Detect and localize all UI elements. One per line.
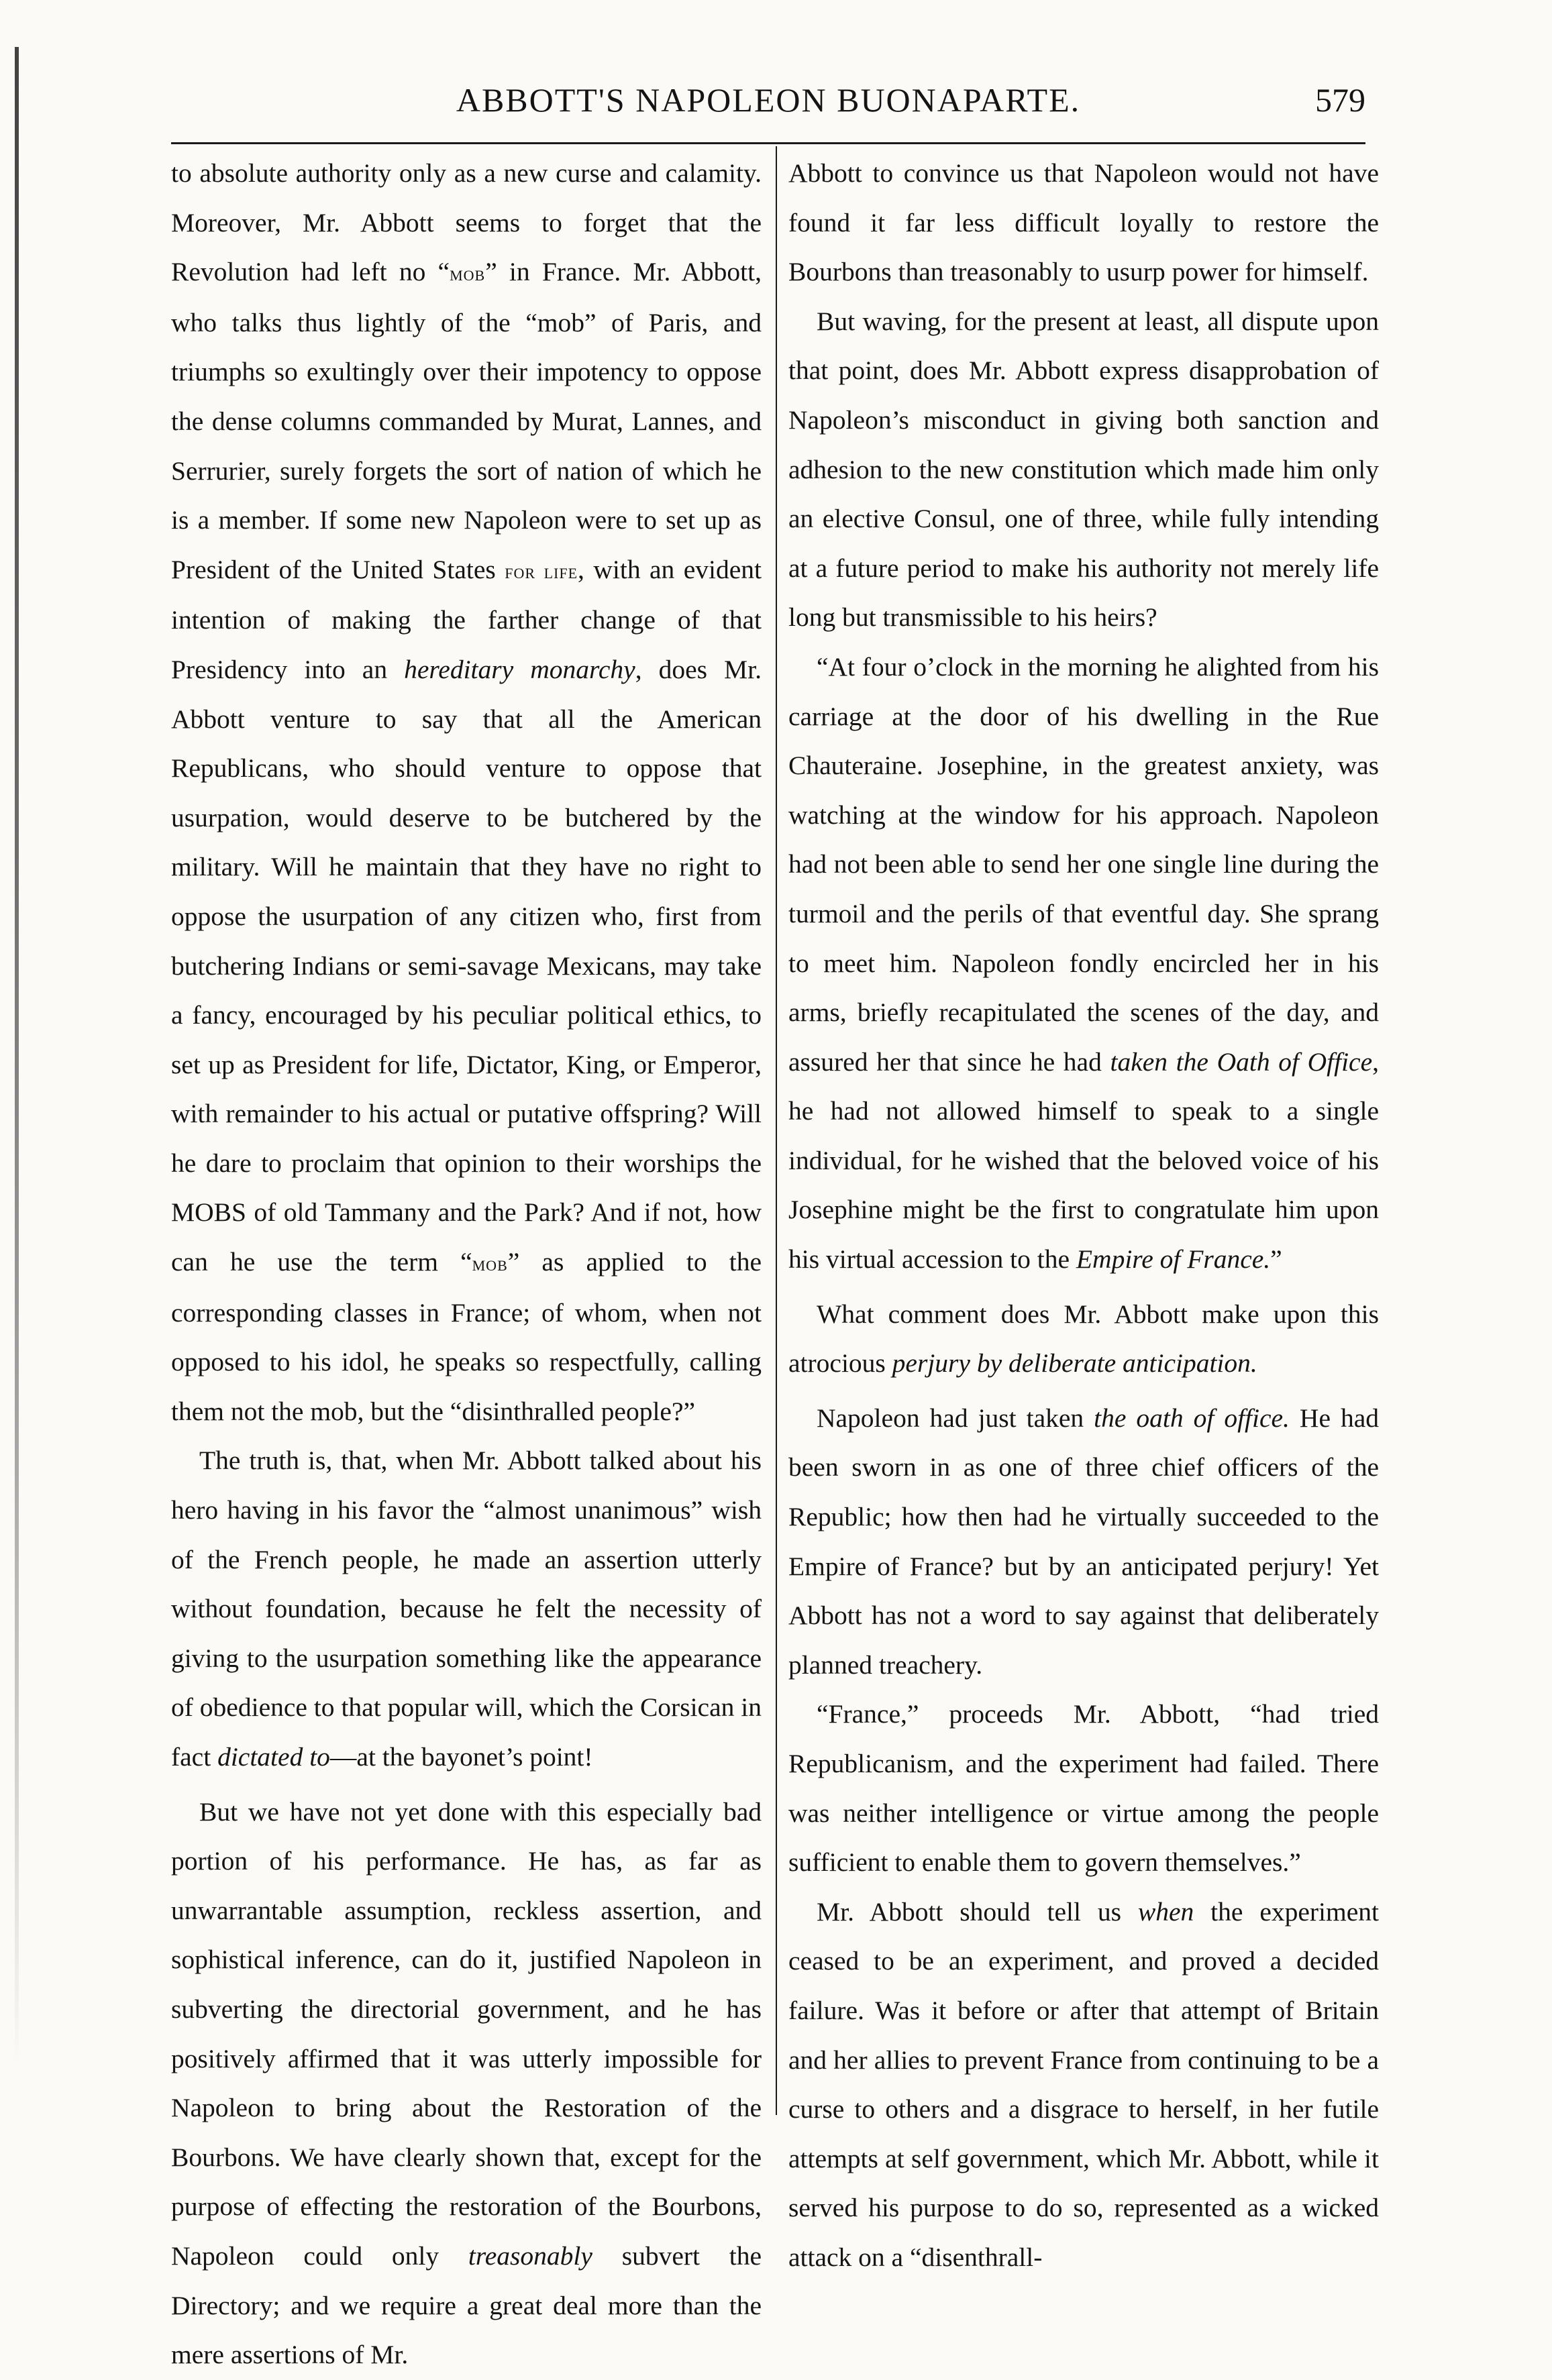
- right-paragraph-7: Mr. Abbott should tell us when the experiment ceased to be an experiment, and proved a decided failure. Was it before or after that attempt of Britain and her allies to prevent France from continuing to be a curse to others and a disgrace to herself, in her futile attempts at self government, which Mr. Abbott, while it served his purpose to do so, represented as a wicked attack on a “disenthrall-: [788, 1896, 1379, 2272]
- left-paragraph-1: to absolute authority only as a new curse and calamity. Moreover, Mr. Abbott seems to forget that the Revolution had left no “mob” in France. Mr. Abbott, who talks thus lightly of the “mob” of Paris, and triumphs so exultingly over their impotency to oppose the dense columns commanded by Murat, Lannes, and Serrurier, surely forgets the sort of nation of which he is a member. If some new Napoleon were to set up as President of the United States for life, with an evident intention of making the farther change of that Presidency into an hereditary monarchy, does Mr. Abbott venture to say that all the American Republicans, who should venture to oppose that usurpation, would deserve to be butchered by the military. Will he maintain that they have no right to oppose the usurpation of any citizen who, first from butchering Indians or semi-savage Mexicans, may take a fancy, encouraged by his peculiar political ethics, to set up as President for life, Dictator, King, or Emperor, with remainder to his actual or putative offspring? Will he dare to proclaim that opinion to their worships the MOBS of old Tammany and the Park? And if not, how can he use the term “mob” as applied to the corresponding classes in France; of whom, when not opposed to his idol, he speaks so respectfully, calling them not the mob, but the “disinthralled people?”: [171, 158, 762, 1426]
- right-column: [788, 149, 1379, 2272]
- header-rule: [171, 142, 1365, 144]
- running-head: [171, 75, 1365, 136]
- right-paragraph-2: But waving, for the present at least, all dispute upon that point, does Mr. Abbott express disapprobation of Napoleon’s misconduct in giving both sanction and adhesion to the new constitution which made him only an elective Consul, one of three, while fully intending at a future period to make his authority not merely life long but transmissible to his heirs?: [788, 306, 1379, 633]
- right-paragraph-6: “France,” proceeds Mr. Abbott, “had tried Republicanism, and the experiment had failed. There was neither intelligence or virtue among the people sufficient to enable them to govern themselves.”: [788, 1699, 1379, 1878]
- right-paragraph-5: Napoleon had just taken the oath of office. He had been sworn in as one of three chief officers of the Republic; how then had he virtually succeeded to the Empire of France? but by an anticipated perjury! Yet Abbott has not a word to say against that deliberately planned treachery.: [788, 1403, 1379, 1680]
- column-divider: [776, 146, 777, 2115]
- right-paragraph-4: What comment does Mr. Abbott make upon this atrocious perjury by deliberate anticipation.: [788, 1299, 1379, 1378]
- left-column: [171, 149, 774, 2370]
- binding-shadow: [15, 47, 19, 2066]
- page-number: 579: [1315, 81, 1365, 119]
- right-paragraph-1: Abbott to convince us that Napoleon would not have found it far less difficult loyally to restore the Bourbons than treasonably to usurp power for himself.: [788, 158, 1379, 287]
- right-paragraph-3: “At four o’clock in the morning he alighted from his carriage at the door of his dwelling in the Rue Chauteraine. Josephine, in the greatest anxiety, was watching at the window for his approach. Napoleon had not been able to send her one single line during the turmoil and the perils of that eventful day. She sprang to meet him. Napoleon fondly encircled her in his arms, briefly recapitulated the scenes of the day, and assured her that since he had taken the Oath of Office, he had not allowed himself to speak to a single individual, for he wished that the beloved voice of his Josephine might be the first to congratulate him upon his virtual accession to the Empire of France.”: [788, 651, 1379, 1275]
- left-paragraph-2: The truth is, that, when Mr. Abbott talked about his hero having in his favor the “almost unanimous” wish of the French people, he made an assertion utterly without foundation, because he felt the necessity of giving to the usurpation something like the appearance of obedience to that popular will, which the Corsican in fact dictated to—at the bayonet’s point!: [171, 1446, 762, 1772]
- page-title: ABBOTT'S NAPOLEON BUONAPARTE.: [456, 81, 1081, 119]
- left-paragraph-3: But we have not yet done with this especially bad portion of his performance. He has, as far as unwarrantable assumption, reckless assertion, and sophistical inference, can do it, justified Napoleon in subverting the directorial government, and he has positively affirmed that it was utterly impossible for Napoleon to bring about the Restoration of the Bourbons. We have clearly shown that, except for the purpose of effecting the restoration of the Bourbons, Napoleon could only treasonably subvert the Directory; and we require a great deal more than the mere assertions of Mr.: [171, 1796, 762, 2370]
